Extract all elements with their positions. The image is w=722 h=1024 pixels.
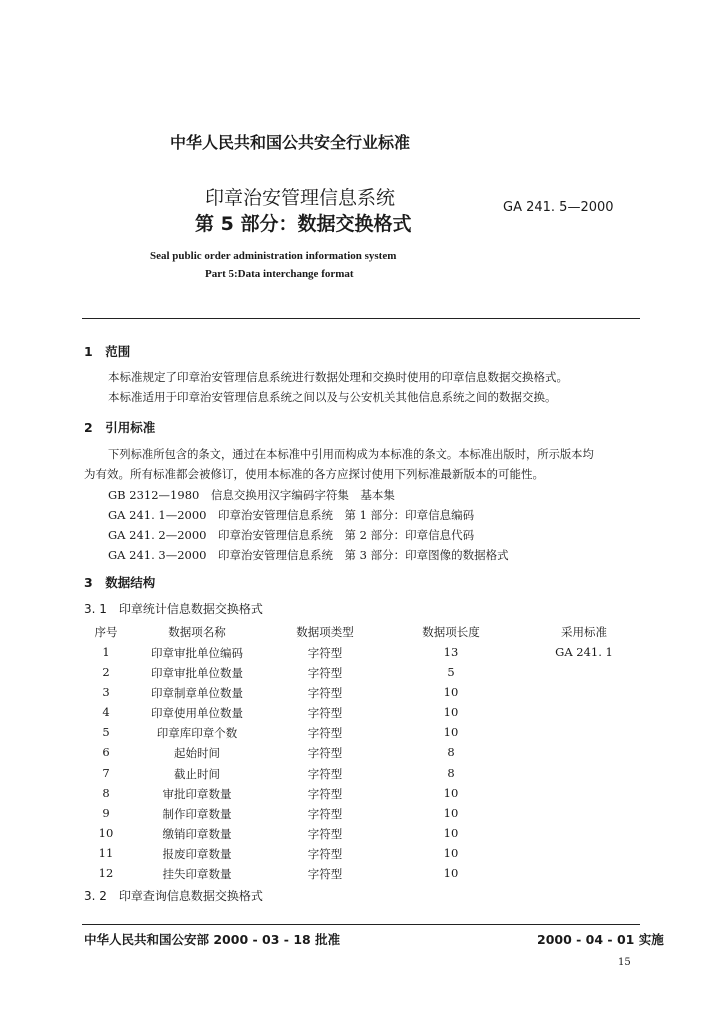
- table-header-cell: 序号: [94, 625, 118, 639]
- table-cell: 字符型: [307, 726, 343, 740]
- table-cell: 10: [98, 826, 114, 840]
- table-cell: 1: [102, 645, 110, 659]
- table-cell: 字符型: [307, 706, 343, 720]
- table-cell: 10: [443, 826, 459, 840]
- standard-organization: 中华人民共和国公共安全行业标准: [170, 133, 411, 152]
- english-title-line2: Part 5:Data interchange format: [205, 268, 354, 280]
- document-title-line1: 印章治安管理信息系统: [205, 187, 396, 209]
- table-cell: 印章制章单位数量: [151, 686, 243, 700]
- standard-number: GA 241. 5—2000: [503, 200, 614, 215]
- section-1-para-2: 本标准适用于印章治安管理信息系统之间以及与公安机关其他信息系统之间的数据交换。: [108, 390, 557, 404]
- section-2-heading: 2 引用标准: [84, 420, 156, 435]
- table-cell: 12: [98, 866, 114, 880]
- table-cell: 字符型: [307, 827, 343, 841]
- english-title-line1: Seal public order administration information system: [150, 250, 397, 262]
- approval-date: 中华人民共和国公安部 2000 - 03 - 18 批准: [84, 932, 341, 947]
- section-1-para-1: 本标准规定了印章治安管理信息系统进行数据处理和交换时使用的印章信息数据交换格式。: [108, 370, 568, 384]
- subsection-3-2-heading: 3. 2 印章查询信息数据交换格式: [84, 889, 263, 903]
- subsection-3-1-heading: 3. 1 印章统计信息数据交换格式: [84, 602, 263, 616]
- reference-item: GA 241. 3—2000 印章治安管理信息系统 第 3 部分：印章图像的数据格式: [108, 548, 509, 562]
- table-cell: 10: [443, 866, 459, 880]
- document-title-line2: 第 5 部分：数据交换格式: [195, 213, 412, 235]
- table-cell: 字符型: [307, 666, 343, 680]
- table-cell: 10: [443, 725, 459, 739]
- reference-item: GA 241. 2—2000 印章治安管理信息系统 第 2 部分：印章信息代码: [108, 528, 475, 542]
- table-header-cell: 数据项名称: [168, 625, 226, 639]
- table-cell: 字符型: [307, 767, 343, 781]
- table-cell: 字符型: [307, 847, 343, 861]
- table-cell: 印章库印章个数: [156, 726, 238, 740]
- reference-item: GA 241. 1—2000 印章治安管理信息系统 第 1 部分：印章信息编码: [108, 508, 475, 522]
- section-3-heading: 3 数据结构: [84, 575, 156, 590]
- table-cell: 缴销印章数量: [162, 827, 232, 841]
- header-rule: [82, 318, 640, 319]
- table-cell: 字符型: [307, 746, 343, 760]
- table-cell: 8: [102, 786, 110, 800]
- section-1-heading: 1 范围: [84, 344, 131, 359]
- table-header-cell: 数据项长度: [422, 625, 480, 639]
- table-cell: 10: [443, 685, 459, 699]
- table-cell: 报废印章数量: [162, 847, 232, 861]
- table-header-cell: 采用标准: [561, 625, 607, 639]
- reference-item: GB 2312—1980 信息交换用汉字编码字符集 基本集: [108, 488, 395, 502]
- table-cell: 字符型: [307, 686, 343, 700]
- table-cell: 字符型: [307, 646, 343, 660]
- table-cell: 截止时间: [174, 767, 220, 781]
- table-cell: 字符型: [307, 787, 343, 801]
- table-cell: 10: [443, 786, 459, 800]
- table-cell: 印章审批单位编码: [151, 646, 243, 660]
- table-cell: 挂失印章数量: [162, 867, 232, 881]
- table-header-cell: 数据项类型: [296, 625, 354, 639]
- table-cell: 7: [102, 766, 110, 780]
- section-2-para-line1: 下列标准所包含的条文，通过在本标准中引用而构成为本标准的条文。本标准出版时，所示版本均: [108, 448, 594, 461]
- table-cell: 6: [102, 745, 110, 759]
- table-cell: 10: [443, 705, 459, 719]
- table-cell: 起始时间: [174, 746, 220, 760]
- table-cell: 3: [102, 685, 110, 699]
- table-cell: 印章使用单位数量: [151, 706, 243, 720]
- table-cell: 印章审批单位数量: [151, 666, 243, 680]
- section-2-para-line2: 为有效。所有标准都会被修订，使用本标准的各方应探讨使用下列标准最新版本的可能性。: [84, 467, 544, 481]
- table-cell: 4: [102, 705, 110, 719]
- table-cell: 字符型: [307, 867, 343, 881]
- table-cell: GA 241. 1: [555, 645, 613, 659]
- page-number: 15: [618, 957, 631, 968]
- table-cell: 13: [443, 645, 459, 659]
- table-cell: 10: [443, 806, 459, 820]
- table-cell: 5: [102, 725, 110, 739]
- table-cell: 10: [443, 846, 459, 860]
- table-cell: 8: [447, 745, 455, 759]
- table-cell: 11: [98, 846, 114, 860]
- table-cell: 5: [447, 665, 455, 679]
- table-cell: 2: [102, 665, 110, 679]
- implementation-date: 2000 - 04 - 01 实施: [537, 932, 664, 947]
- table-cell: 9: [102, 806, 110, 820]
- table-cell: 制作印章数量: [162, 807, 232, 821]
- table-cell: 8: [447, 766, 455, 780]
- table-cell: 字符型: [307, 807, 343, 821]
- footer-rule: [82, 924, 640, 925]
- table-cell: 审批印章数量: [162, 787, 232, 801]
